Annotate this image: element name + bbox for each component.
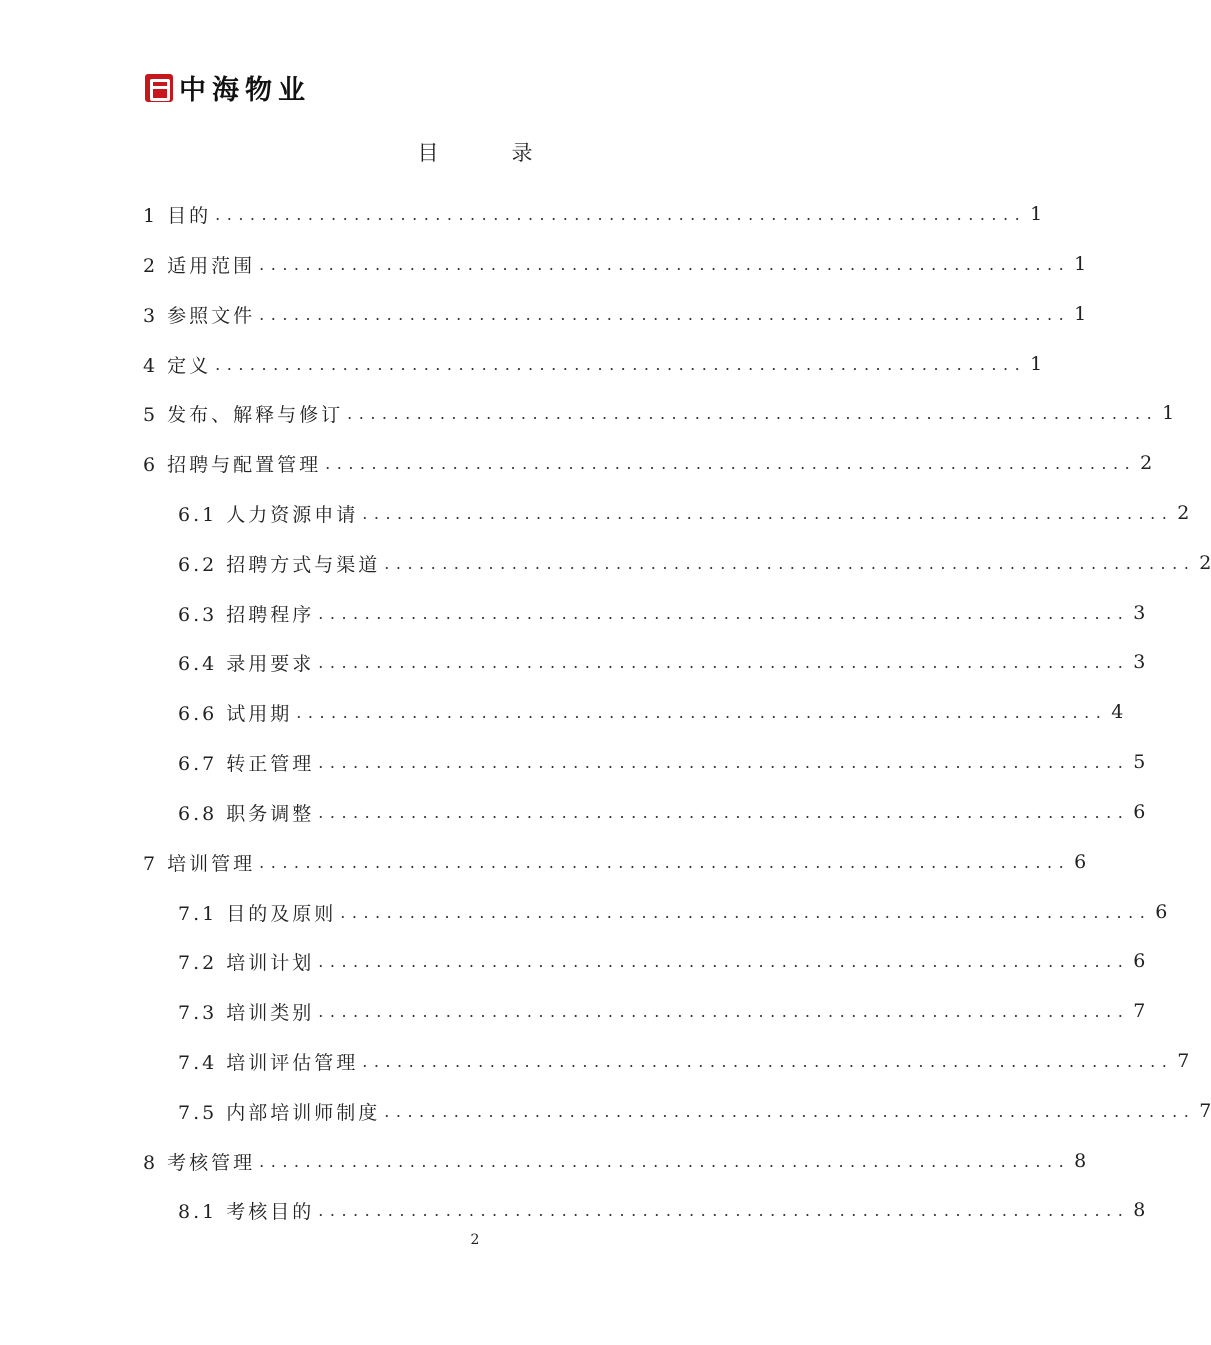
toc-entry-page: 7 xyxy=(1133,1000,1146,1022)
toc-entry-label: 6 招聘与配置管理 xyxy=(143,453,322,476)
toc-entry-label: 6.3 招聘程序 xyxy=(178,603,315,626)
page-number: 2 xyxy=(470,1232,480,1248)
toc-entry-label: 6.7 转正管理 xyxy=(178,752,315,775)
toc-entry[interactable] xyxy=(178,498,1190,528)
toc-entry[interactable] xyxy=(143,448,1153,478)
toc-entry-label: 3 参照文件 xyxy=(143,304,256,327)
toc-entry[interactable] xyxy=(178,946,1146,976)
toc-entry-page: 8 xyxy=(1074,1150,1087,1172)
toc-dot-leader: ...................................................................... xyxy=(340,902,1152,922)
toc-dot-leader: ...................................................................... xyxy=(318,951,1130,971)
toc-dot-leader: ...................................................................... xyxy=(259,304,1071,324)
toc-dot-leader: ...................................................................... xyxy=(215,204,1027,224)
toc-entry-label: 7 培训管理 xyxy=(143,852,256,875)
toc-dot-leader: ...................................................................... xyxy=(384,553,1196,573)
toc-entry-page: 1 xyxy=(1162,402,1175,424)
toc-entry-label: 7.4 培训评估管理 xyxy=(178,1051,359,1074)
toc-entry-label: 6.1 人力资源申请 xyxy=(178,503,359,526)
toc-entry-page: 6 xyxy=(1133,801,1146,823)
toc-entry-page: 6 xyxy=(1133,950,1146,972)
toc-entry[interactable] xyxy=(178,697,1124,727)
toc-entry-page: 6 xyxy=(1074,851,1087,873)
toc-dot-leader: ...................................................................... xyxy=(318,603,1130,623)
toc-dot-leader: ...................................................................... xyxy=(259,852,1071,872)
toc-entry[interactable] xyxy=(178,1046,1190,1076)
toc-entry-page: 1 xyxy=(1074,253,1087,275)
toc-entry-page: 4 xyxy=(1111,701,1124,723)
toc-dot-leader: ...................................................................... xyxy=(318,752,1130,772)
toc-dot-leader: ...................................................................... xyxy=(318,652,1130,672)
toc-entry-page: 1 xyxy=(1030,353,1043,375)
toc-entry-label: 7.5 内部培训师制度 xyxy=(178,1101,381,1124)
toc-entry[interactable] xyxy=(178,548,1211,578)
toc-entry-page: 6 xyxy=(1155,901,1168,923)
toc-entry-label: 6.8 职务调整 xyxy=(178,802,315,825)
toc-dot-leader: ...................................................................... xyxy=(259,254,1071,274)
toc-entry-label: 7.1 目的及原则 xyxy=(178,902,337,925)
toc-entry[interactable] xyxy=(178,897,1168,927)
toc-entry-page: 2 xyxy=(1140,452,1153,474)
toc-entry[interactable] xyxy=(178,598,1146,628)
toc-dot-leader: ...................................................................... xyxy=(259,1151,1071,1171)
toc-entry-page: 1 xyxy=(1074,303,1087,325)
toc-dot-leader: ...................................................................... xyxy=(362,503,1174,523)
toc-dot-leader: ...................................................................... xyxy=(325,453,1137,473)
toc-title: 目 录 xyxy=(417,141,559,165)
toc-entry-label: 8 考核管理 xyxy=(143,1151,256,1174)
toc-entry[interactable] xyxy=(178,996,1146,1026)
toc-entry[interactable] xyxy=(143,847,1087,877)
logo-text: 中海物业 xyxy=(179,75,311,106)
toc-entry-page: 2 xyxy=(1177,502,1190,524)
toc-entry-page: 5 xyxy=(1133,751,1146,773)
toc-entry[interactable] xyxy=(143,249,1087,279)
toc-entry-page: 7 xyxy=(1177,1050,1190,1072)
toc-dot-leader: ...................................................................... xyxy=(347,403,1159,423)
toc-entry-page: 1 xyxy=(1030,203,1043,225)
toc-entry-label: 7.3 培训类别 xyxy=(178,1001,315,1024)
toc-entry-page: 2 xyxy=(1199,552,1211,574)
toc-entry-page: 3 xyxy=(1133,602,1146,624)
toc-entry[interactable] xyxy=(143,199,1043,229)
toc-entry-label: 8.1 考核目的 xyxy=(178,1200,315,1223)
toc-entry-label: 4 定义 xyxy=(143,354,212,377)
toc-entry[interactable] xyxy=(178,1096,1211,1126)
toc-entry[interactable] xyxy=(178,747,1146,777)
toc-entry[interactable] xyxy=(178,647,1146,677)
toc-entry-label: 5 发布、解释与修订 xyxy=(143,403,344,426)
toc-entry[interactable] xyxy=(143,1146,1087,1176)
toc-entry-page: 8 xyxy=(1133,1199,1146,1221)
toc-entry-page: 7 xyxy=(1199,1100,1211,1122)
toc-entry[interactable] xyxy=(178,1195,1146,1225)
toc-dot-leader: ...................................................................... xyxy=(215,354,1027,374)
toc-entry[interactable] xyxy=(143,349,1043,379)
toc-dot-leader: ...................................................................... xyxy=(318,802,1130,822)
toc-entry-label: 2 适用范围 xyxy=(143,254,256,277)
company-logo xyxy=(145,68,311,107)
toc-entry[interactable] xyxy=(143,299,1087,329)
toc-entry[interactable] xyxy=(178,797,1146,827)
toc-dot-leader: ...................................................................... xyxy=(296,702,1108,722)
toc-dot-leader: ...................................................................... xyxy=(384,1101,1196,1121)
toc-dot-leader: ...................................................................... xyxy=(318,1001,1130,1021)
toc-entry-page: 3 xyxy=(1133,651,1146,673)
toc-entry-label: 7.2 培训计划 xyxy=(178,951,315,974)
toc-entry[interactable] xyxy=(143,398,1175,428)
toc-entry-label: 6.2 招聘方式与渠道 xyxy=(178,553,381,576)
toc-entry-label: 6.6 试用期 xyxy=(178,702,293,725)
zhonghai-logo-icon xyxy=(145,74,173,102)
toc-entry-label: 1 目的 xyxy=(143,204,212,227)
toc-dot-leader: ...................................................................... xyxy=(362,1051,1174,1071)
toc-entry-label: 6.4 录用要求 xyxy=(178,652,315,675)
toc-dot-leader: ...................................................................... xyxy=(318,1200,1130,1220)
